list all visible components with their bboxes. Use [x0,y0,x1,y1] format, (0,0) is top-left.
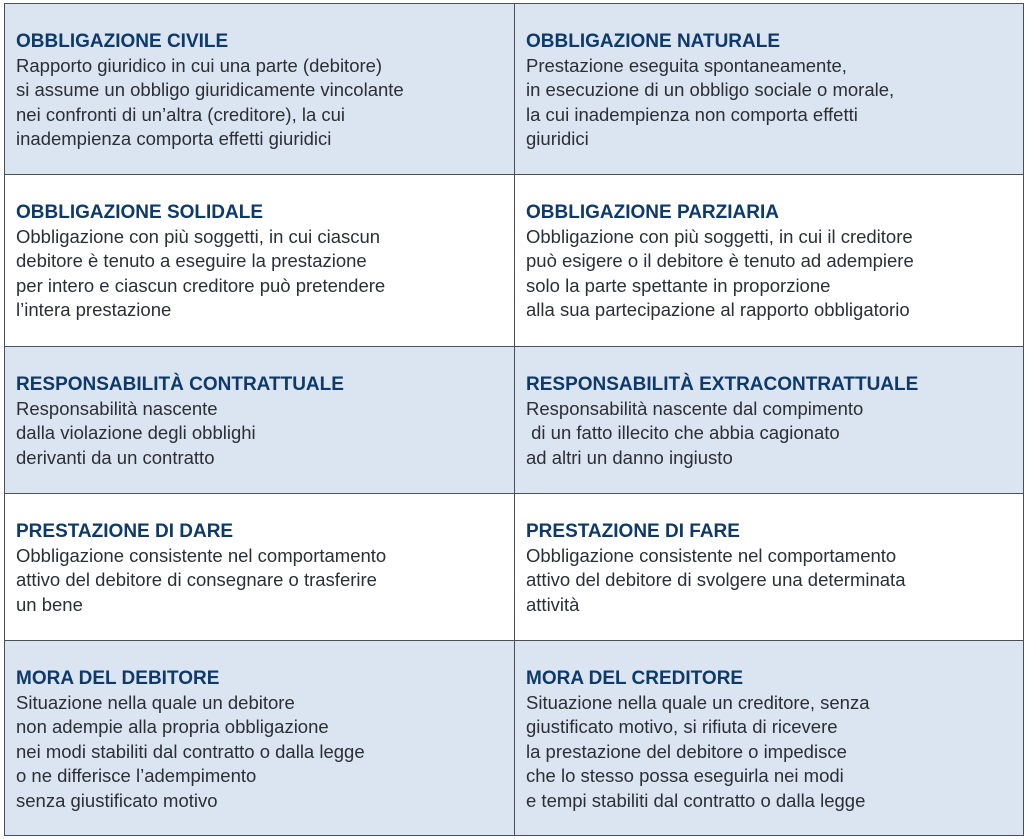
term-title: OBBLIGAZIONE SOLIDALE [16,202,263,223]
definition-line: di un fatto illecito che abbia cagionato [526,422,840,444]
definition-line: la cui inadempienza non comporta effetti [526,103,858,125]
glossary-cell [5,347,515,494]
term-title: OBBLIGAZIONE NATURALE [526,31,781,52]
definition-line: Obbligazione consistente nel comportamento [526,545,897,566]
term-title: RESPONSABILITÀ EXTRACONTRATTUALE [526,374,919,395]
glossary-cell [515,494,1024,641]
definition-line: un bene [16,593,83,615]
definition-line: o ne differisce l’adempimento [16,765,257,787]
definition-line: giuridici [526,128,589,150]
table-row [5,641,1024,836]
definition-line: alla sua partecipazione al rapporto obbligatorio [526,299,910,321]
definition-line: giustificato motivo, si rifiuta di ricevere [526,716,838,738]
term-title: OBBLIGAZIONE PARZIARIA [526,202,779,223]
definition-line: si assume un obbligo giuridicamente vincolante [16,79,404,101]
glossary-cell [5,4,515,175]
glossary-cell [5,175,515,347]
glossary-cell [515,641,1024,836]
definition-line: Obbligazione consistente nel comportamento [16,545,387,566]
glossary-table [4,3,1024,836]
definition-line: può esigere o il debitore è tenuto ad adempiere [526,250,914,272]
definition-line: derivanti da un contratto [16,446,215,468]
definition-line: Prestazione eseguita spontaneamente, [526,55,847,76]
definition-line: solo la parte spettante in proporzione [526,274,831,296]
glossary-cell [515,347,1024,494]
definition-line: la prestazione del debitore o impedisce [526,740,847,762]
glossary-cell [515,4,1024,175]
definition-line: nei modi stabiliti dal contratto o dalla legge [16,740,365,762]
table-row [5,4,1024,175]
glossary-cell [5,641,515,836]
term-title: PRESTAZIONE DI DARE [16,521,234,542]
table-row [5,494,1024,641]
definition-line: l’intera prestazione [16,299,172,321]
definition-line: per intero e ciascun creditore può pretendere [16,274,386,296]
term-title: RESPONSABILITÀ CONTRATTUALE [16,374,344,395]
definition-line: attività [526,593,580,615]
definition-line: attivo del debitore di consegnare o trasferire [16,569,377,591]
definition-line: senza giustificato motivo [16,789,218,811]
definition-line: Obbligazione con più soggetti, in cui ciascun [16,226,381,247]
term-title: OBBLIGAZIONE CIVILE [16,31,229,52]
definition-line: debitore è tenuto a eseguire la prestazione [16,250,367,272]
term-title: MORA DEL CREDITORE [526,668,744,689]
glossary-cell [515,175,1024,347]
definition-line: inadempienza comporta effetti giuridici [16,128,332,150]
term-title: PRESTAZIONE DI FARE [526,521,740,542]
definition-line: attivo del debitore di svolgere una determinata [526,569,906,591]
table-row [5,175,1024,347]
definition-line: e tempi stabiliti dal contratto o dalla legge [526,789,866,811]
definition-line: Responsabilità nascente dal compimento [526,398,864,419]
definition-line: Obbligazione con più soggetti, in cui il creditore [526,226,913,247]
definition-line: che lo stesso possa eseguirla nei modi [526,765,844,787]
definition-line: Responsabilità nascente [16,398,218,419]
glossary-cell [5,494,515,641]
definition-line: Situazione nella quale un debitore [16,692,295,713]
definition-line: ad altri un danno ingiusto [526,446,733,468]
definition-line: Situazione nella quale un creditore, senza [526,692,870,713]
table-row [5,347,1024,494]
definition-line: Rapporto giuridico in cui una parte (debitore) [16,55,383,76]
term-title: MORA DEL DEBITORE [16,668,220,689]
definition-line: nei confronti di un’altra (creditore), la cui [16,103,346,125]
definition-line: in esecuzione di un obbligo sociale o morale, [526,79,895,101]
definition-line: non adempie alla propria obbligazione [16,716,329,738]
definition-line: dalla violazione degli obblighi [16,422,256,444]
